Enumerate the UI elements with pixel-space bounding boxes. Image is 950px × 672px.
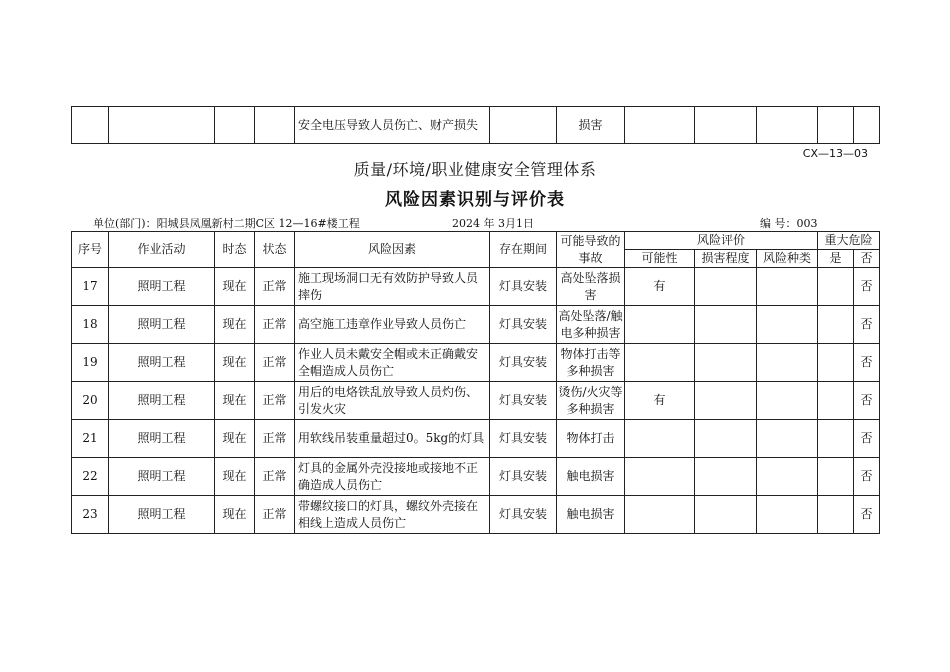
form-code: CX—13—03 [802, 147, 868, 160]
cell-seq: 22 [72, 458, 109, 496]
cell-seq: 23 [72, 496, 109, 534]
cell-tense: 现在 [215, 268, 255, 306]
cell-possibility: 有 [625, 268, 695, 306]
cell-possibility [625, 458, 695, 496]
cell-activity: 照明工程 [109, 268, 215, 306]
header-major: 重大危险 [818, 232, 880, 250]
table-row [72, 268, 880, 306]
cell-seq: 21 [72, 420, 109, 458]
cell-major-yes [818, 268, 854, 306]
unit-label: 单位(部门)：阳城县凤凰新村二期C区 12—16#楼工程 [93, 217, 360, 230]
cell-risk-factor: 带螺纹接口的灯具，螺纹外壳接在相线上造成人员伤亡 [295, 496, 490, 534]
header-state: 状态 [255, 232, 295, 268]
previous-page-table-fragment [71, 106, 880, 144]
cell-seq: 20 [72, 382, 109, 420]
cell-seq: 19 [72, 344, 109, 382]
cell-activity: 照明工程 [109, 306, 215, 344]
cell-major-no: 否 [854, 382, 880, 420]
cell-activity: 照明工程 [109, 344, 215, 382]
header-severity: 损害程度 [695, 250, 757, 268]
cell-risk-type [757, 420, 818, 458]
cell-period: 灯具安装 [490, 306, 557, 344]
header-no: 否 [854, 250, 880, 268]
cell-tense: 现在 [215, 382, 255, 420]
cell-risk-type [757, 382, 818, 420]
header-accident: 可能导致的事故 [557, 232, 625, 268]
header-possibility: 可能性 [625, 250, 695, 268]
cell-major-no: 否 [854, 306, 880, 344]
cell-accident: 高处坠落损害 [557, 268, 625, 306]
date-label: 2024 年 3月1日 [452, 217, 534, 230]
table-row [72, 458, 880, 496]
cell-risk-factor: 用后的电烙铁乱放导致人员灼伤、引发火灾 [295, 382, 490, 420]
system-title: 质量/环境/职业健康安全管理体系 [353, 160, 597, 179]
header-row-1 [72, 232, 880, 250]
cell-tense: 现在 [215, 496, 255, 534]
cell-accident: 触电损害 [557, 496, 625, 534]
cell-activity: 照明工程 [109, 458, 215, 496]
cell-risk-factor: 施工现场洞口无有效防护导致人员摔伤 [295, 268, 490, 306]
cell-period: 灯具安装 [490, 268, 557, 306]
cell-possibility [625, 344, 695, 382]
table-body [72, 268, 880, 534]
cell-state: 正常 [255, 344, 295, 382]
header-evaluation: 风险评价 [625, 232, 818, 250]
cell-major-no: 否 [854, 496, 880, 534]
header-activity: 作业活动 [109, 232, 215, 268]
cell-state: 正常 [255, 268, 295, 306]
cell-major-yes [818, 306, 854, 344]
cell-state: 正常 [255, 382, 295, 420]
cell-tense: 现在 [215, 306, 255, 344]
cell-severity [695, 344, 757, 382]
risk-assessment-table [71, 231, 880, 534]
cell-major-no: 否 [854, 344, 880, 382]
header-seq: 序号 [72, 232, 109, 268]
cell-accident: 高处坠落/触电多种损害 [557, 306, 625, 344]
cell-major-yes [818, 382, 854, 420]
cell-severity [695, 268, 757, 306]
cell-state: 正常 [255, 496, 295, 534]
table-row [72, 344, 880, 382]
cell-severity [695, 458, 757, 496]
cell-state: 正常 [255, 420, 295, 458]
cell-severity [695, 496, 757, 534]
cell-risk-type [757, 458, 818, 496]
cell-possibility [625, 306, 695, 344]
cell-major-no: 否 [854, 458, 880, 496]
cell-possibility: 有 [625, 382, 695, 420]
cell-possibility [625, 496, 695, 534]
table-row [72, 306, 880, 344]
fragment-accident: 损害 [557, 107, 625, 144]
cell-severity [695, 382, 757, 420]
cell-state: 正常 [255, 306, 295, 344]
cell-accident: 触电损害 [557, 458, 625, 496]
form-title: 风险因素识别与评价表 [385, 190, 565, 210]
fragment-risk-factor: 安全电压导致人员伤亡、财产损失 [295, 107, 490, 144]
header-period: 存在期间 [490, 232, 557, 268]
cell-accident: 物体打击等多种损害 [557, 344, 625, 382]
cell-major-no: 否 [854, 268, 880, 306]
cell-risk-type [757, 344, 818, 382]
cell-accident: 烫伤/火灾等多种损害 [557, 382, 625, 420]
cell-risk-factor: 高空施工违章作业导致人员伤亡 [295, 306, 490, 344]
cell-risk-type [757, 496, 818, 534]
header-risk-type: 风险种类 [757, 250, 818, 268]
table-row [72, 420, 880, 458]
cell-period: 灯具安装 [490, 496, 557, 534]
cell-major-yes [818, 458, 854, 496]
cell-seq: 17 [72, 268, 109, 306]
cell-possibility [625, 420, 695, 458]
header-tense: 时态 [215, 232, 255, 268]
header-risk-factor: 风险因素 [295, 232, 490, 268]
cell-tense: 现在 [215, 420, 255, 458]
table-row [72, 496, 880, 534]
cell-risk-factor: 灯具的金属外壳没接地或接地不正确造成人员伤亡 [295, 458, 490, 496]
header-yes: 是 [818, 250, 854, 268]
cell-period: 灯具安装 [490, 382, 557, 420]
cell-period: 灯具安装 [490, 458, 557, 496]
cell-activity: 照明工程 [109, 382, 215, 420]
table-row [72, 382, 880, 420]
cell-risk-type [757, 268, 818, 306]
cell-major-yes [818, 344, 854, 382]
cell-major-yes [818, 496, 854, 534]
cell-severity [695, 306, 757, 344]
cell-state: 正常 [255, 458, 295, 496]
cell-seq: 18 [72, 306, 109, 344]
cell-risk-type [757, 306, 818, 344]
cell-accident: 物体打击 [557, 420, 625, 458]
cell-major-yes [818, 420, 854, 458]
cell-risk-factor: 用软线吊装重量超过0。5kg的灯具 [295, 420, 490, 458]
cell-severity [695, 420, 757, 458]
cell-period: 灯具安装 [490, 420, 557, 458]
cell-risk-factor: 作业人员未戴安全帽或未正确戴安全帽造成人员伤亡 [295, 344, 490, 382]
cell-activity: 照明工程 [109, 496, 215, 534]
cell-activity: 照明工程 [109, 420, 215, 458]
document-number: 编 号：003 [760, 217, 818, 230]
cell-tense: 现在 [215, 344, 255, 382]
cell-major-no: 否 [854, 420, 880, 458]
cell-period: 灯具安装 [490, 344, 557, 382]
fragment-row [72, 107, 880, 144]
cell-tense: 现在 [215, 458, 255, 496]
